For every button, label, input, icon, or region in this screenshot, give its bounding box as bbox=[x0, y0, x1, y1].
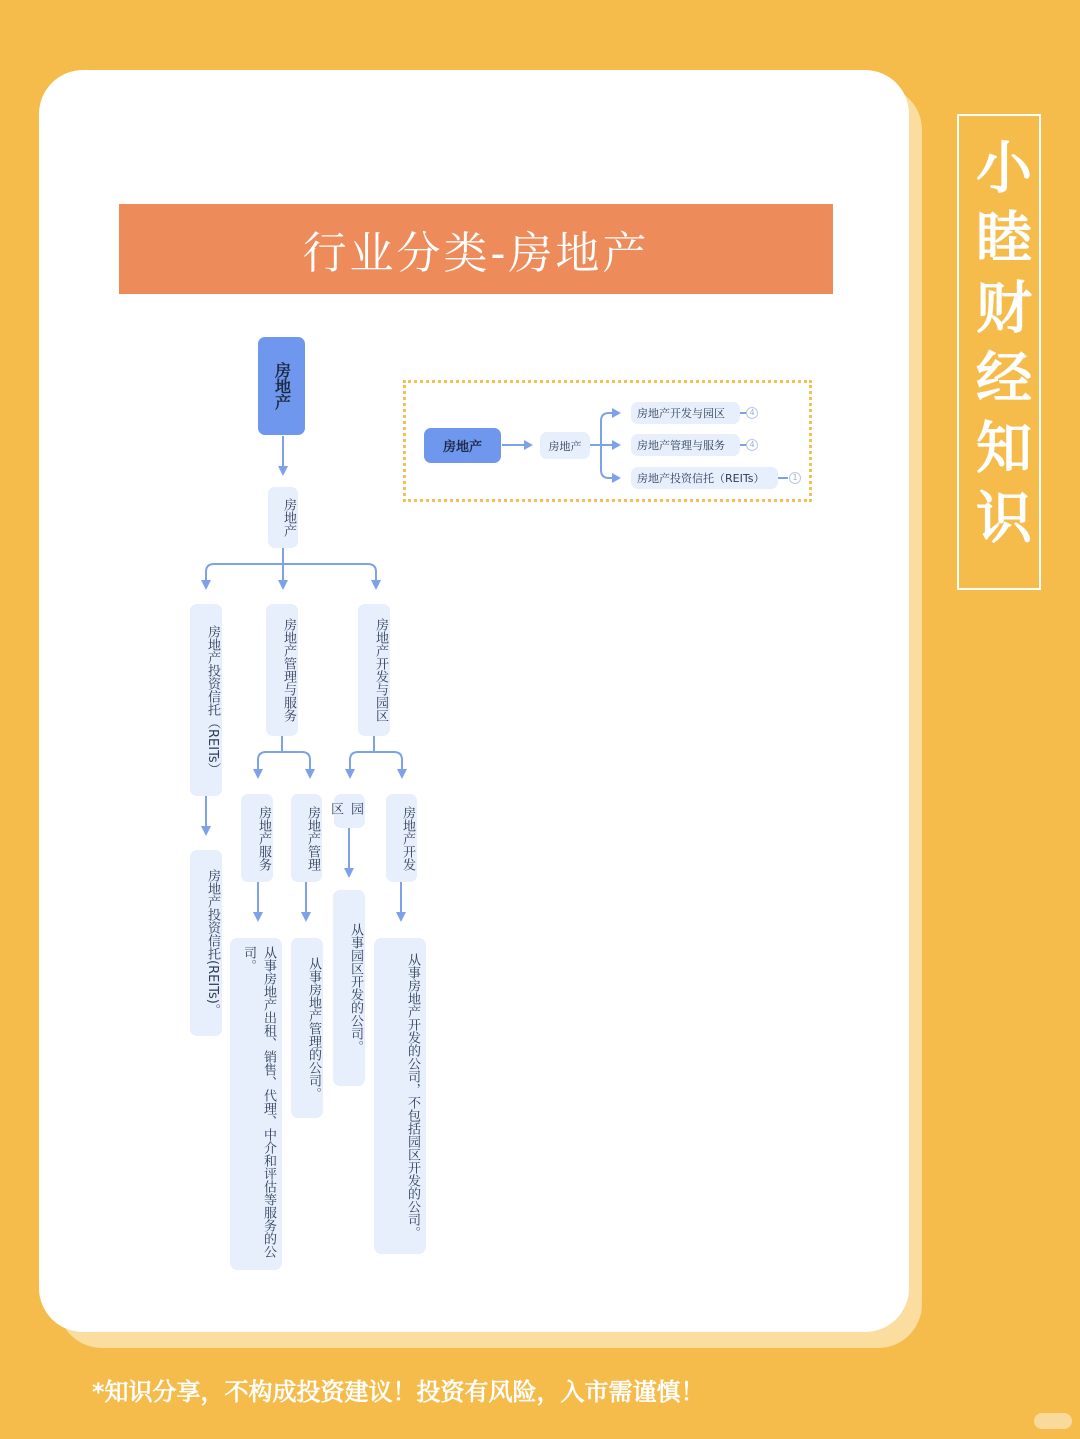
category-label: 房地产管理与服务 bbox=[281, 618, 296, 722]
sub-node-development bbox=[386, 794, 417, 882]
preview-item-label: 房地产管理与服务 bbox=[637, 439, 725, 452]
collapse-count-badge[interactable]: 4 bbox=[746, 439, 758, 451]
sub-node-service bbox=[241, 794, 273, 882]
preview-item-label: 房地产投资信托（REITs） bbox=[637, 472, 765, 485]
preview-item-reits bbox=[631, 467, 778, 489]
sub-node-label: 房地产服务 bbox=[256, 805, 271, 871]
desc-text: 从事园区开发的公司。 bbox=[348, 923, 363, 1053]
sub-node-label: 园区 bbox=[328, 802, 363, 815]
preview-item-management bbox=[631, 434, 740, 456]
page-title: 行业分类-房地产 bbox=[302, 228, 650, 279]
desc-node-park bbox=[333, 890, 365, 1086]
category-node-reits bbox=[190, 604, 222, 796]
category-node-management bbox=[266, 604, 298, 736]
desc-node-management bbox=[291, 938, 323, 1118]
category-node-development bbox=[358, 604, 390, 736]
watermark-logo bbox=[1034, 1413, 1072, 1429]
desc-text: 房地产投资信托(REITs)。 bbox=[205, 869, 220, 1017]
sub-node-park bbox=[328, 794, 365, 828]
category-label: 房地产开发与园区 bbox=[373, 618, 388, 722]
desc-text: 从事房地产管理的公司。 bbox=[306, 956, 321, 1100]
preview-item-development bbox=[631, 402, 740, 424]
desc-text: 从事房地产出租、销售、代理、中介和评估等服务的公司。 bbox=[241, 946, 276, 1258]
desc-node-service bbox=[230, 938, 282, 1270]
category-label: 房地产投资信托（REITs） bbox=[205, 624, 220, 776]
mindmap-root-node bbox=[258, 337, 305, 435]
preview-item-label: 房地产开发与园区 bbox=[637, 407, 725, 420]
desc-text: 从事房地产开发的公司，不包括园区开发的公司。 bbox=[405, 953, 420, 1239]
preview-root-label: 房地产 bbox=[442, 440, 482, 455]
mindmap-level1-node bbox=[268, 487, 298, 548]
desc-node-reits bbox=[190, 850, 222, 1036]
preview-root-node bbox=[424, 428, 501, 463]
preview-level1-label: 房地产 bbox=[548, 439, 582, 453]
root-node-label: 房地产 bbox=[272, 362, 292, 410]
sub-node-label: 房地产管理 bbox=[305, 805, 320, 871]
desc-node-development bbox=[374, 938, 426, 1254]
preview-level1-node bbox=[540, 432, 590, 459]
level1-node-label: 房地产 bbox=[281, 498, 296, 537]
brand-name: 小睦财经知识 bbox=[967, 138, 1032, 558]
sub-node-management bbox=[291, 794, 322, 882]
collapse-count-badge[interactable]: 1 bbox=[789, 472, 801, 484]
collapse-count-badge[interactable]: 4 bbox=[746, 407, 758, 419]
sub-node-label: 房地产开发 bbox=[400, 805, 415, 871]
disclaimer-text: *知识分享，不构成投资建议！投资有风险，入市需谨慎！ bbox=[92, 1378, 705, 1406]
